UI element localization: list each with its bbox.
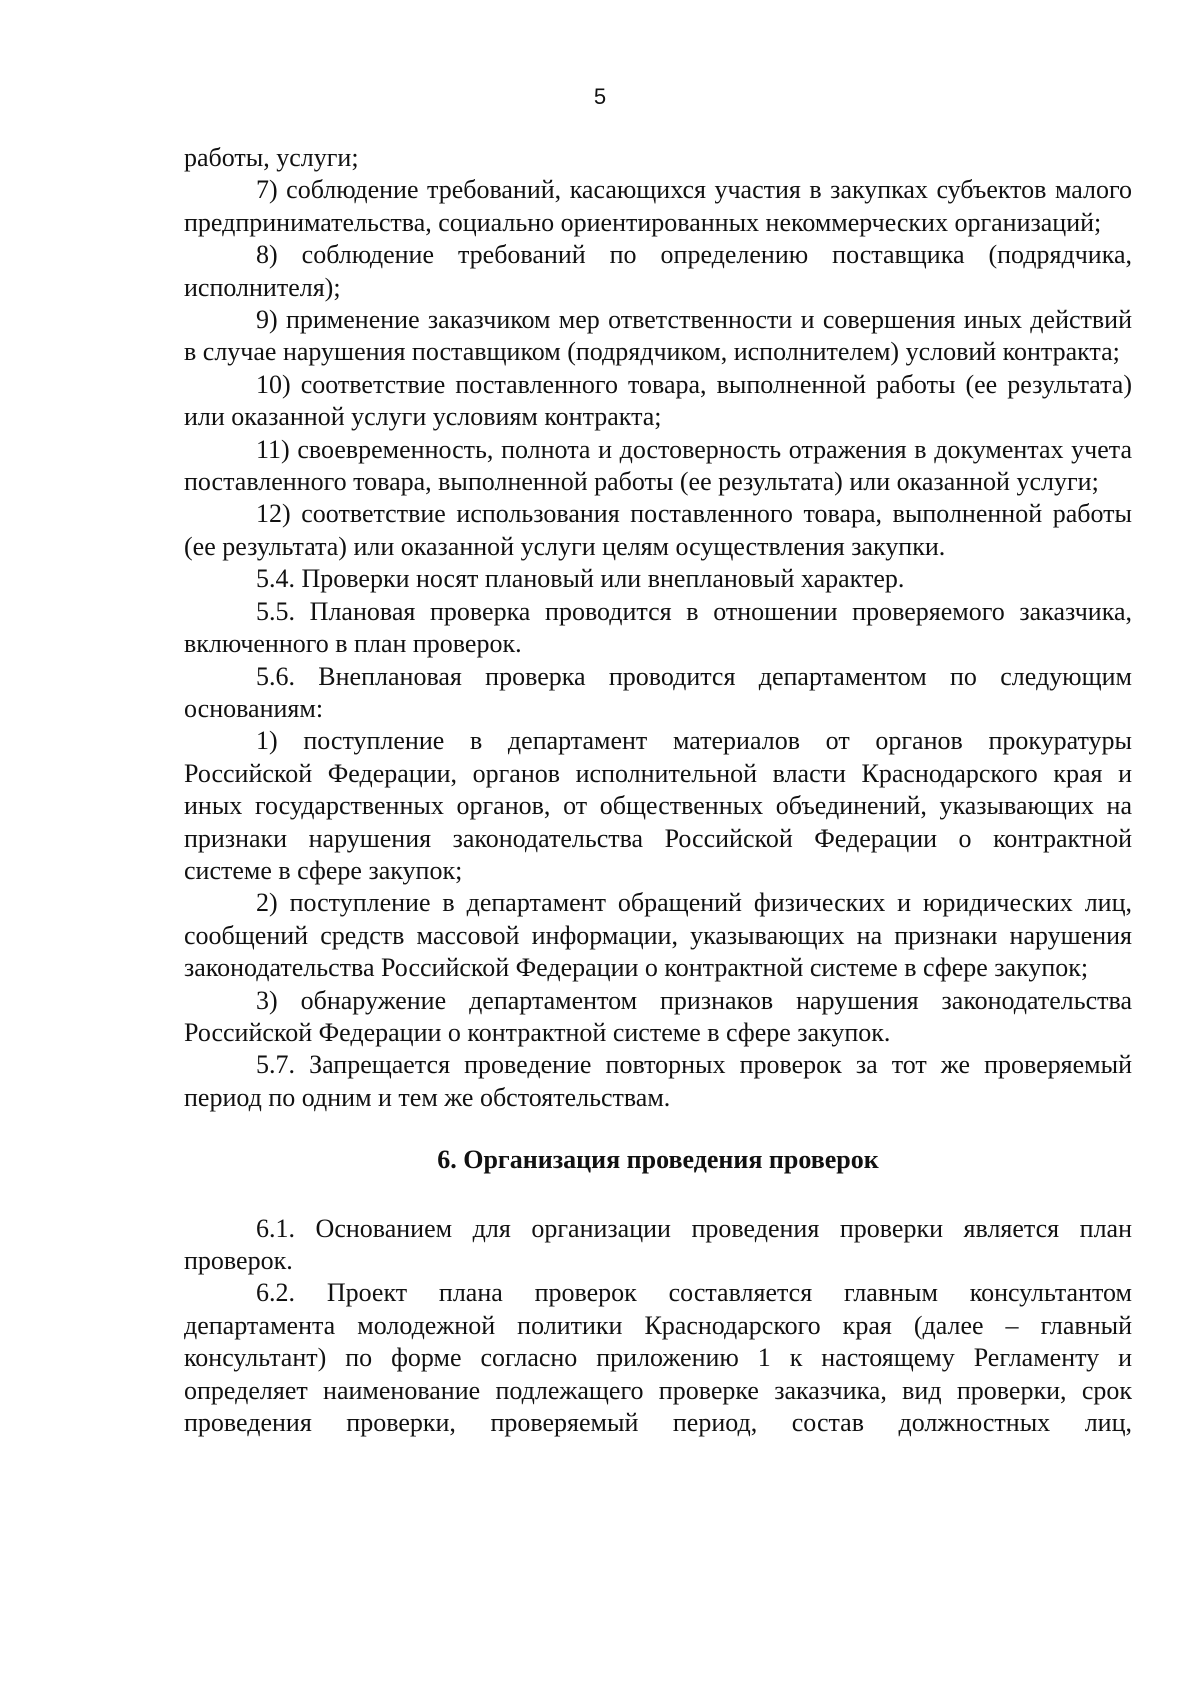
- paragraph: 10) соответствие поставленного товара, выполненной работы (ее результата) или оказанной услуги условиям контракта;: [184, 369, 1132, 432]
- paragraph: 7) соблюдение требований, касающихся участия в закупках субъектов малого предпринимательства, социально ориентированных некоммерческих организаций;: [184, 175, 1132, 237]
- paragraph: 9) применение заказчиком мер ответственности и совершения иных действий в случае нарушения поставщиком (подрядчиком, исполнителем) условий контракта;: [184, 305, 1132, 367]
- paragraph: 11) своевременность, полнота и достоверность отражения в документах учета поставленного товара, выполненной работы (ее результата) или оказанной услуги;: [184, 434, 1132, 497]
- paragraph: 8) соблюдение требований по определению поставщика (подрядчика, исполнителя);: [184, 240, 1132, 302]
- page-number: 5: [593, 84, 607, 109]
- paragraph: 1) поступление в департамент материалов от органов прокуратуры Российской Федерации, органов исполнительной власти Краснодарского края и иных государственных органов, от общественных объединений, указывающих на признаки нарушения законодательства Российской Федерации о контрактной системе в сфере закупок;: [184, 726, 1132, 885]
- paragraph: 6.1. Основанием для организации проведения проверки является план проверок.: [184, 1213, 1132, 1275]
- paragraph: 2) поступление в департамент обращений физических и юридических лиц, сообщений средств массовой информации, указывающих на признаки нарушения законодательства Российской Федерации о контрактной системе в сфере закупок;: [184, 888, 1132, 983]
- paragraph: 6.2. Проект плана проверок составляется главным консультантом департамента молодежной политики Краснодарского края (далее – главный консультант) по форме согласно приложению 1 к настоящему Регламенту и определяет наименование подлежащего проверке заказчика, вид проверки, срок проведения проверки, проверяемый период, состав должностных лиц,: [184, 1278, 1132, 1438]
- paragraph: работы, услуги;: [184, 143, 359, 172]
- paragraph: 3) обнаружение департаментом признаков нарушения законодательства Российской Федерации о контрактной системе в сфере закупок.: [184, 985, 1132, 1047]
- document-body: [184, 142, 1132, 1439]
- paragraph: 5.4. Проверки носят плановый или внеплановый характер.: [256, 564, 905, 594]
- paragraph: 5.5. Плановая проверка проводится в отношении проверяемого заказчика, включенного в план проверок.: [184, 596, 1132, 659]
- paragraph: 5.6. Внеплановая проверка проводится департаментом по следующим основаниям:: [184, 661, 1132, 723]
- paragraph: 5.7. Запрещается проведение повторных проверок за тот же проверяемый период по одним и тем же обстоятельствам.: [184, 1050, 1132, 1112]
- section-heading: 6. Организация проведения проверок: [437, 1145, 879, 1175]
- paragraph: 12) соответствие использования поставленного товара, выполненной работы (ее результата) или оказанной услуги целям осуществления закупки.: [184, 499, 1132, 561]
